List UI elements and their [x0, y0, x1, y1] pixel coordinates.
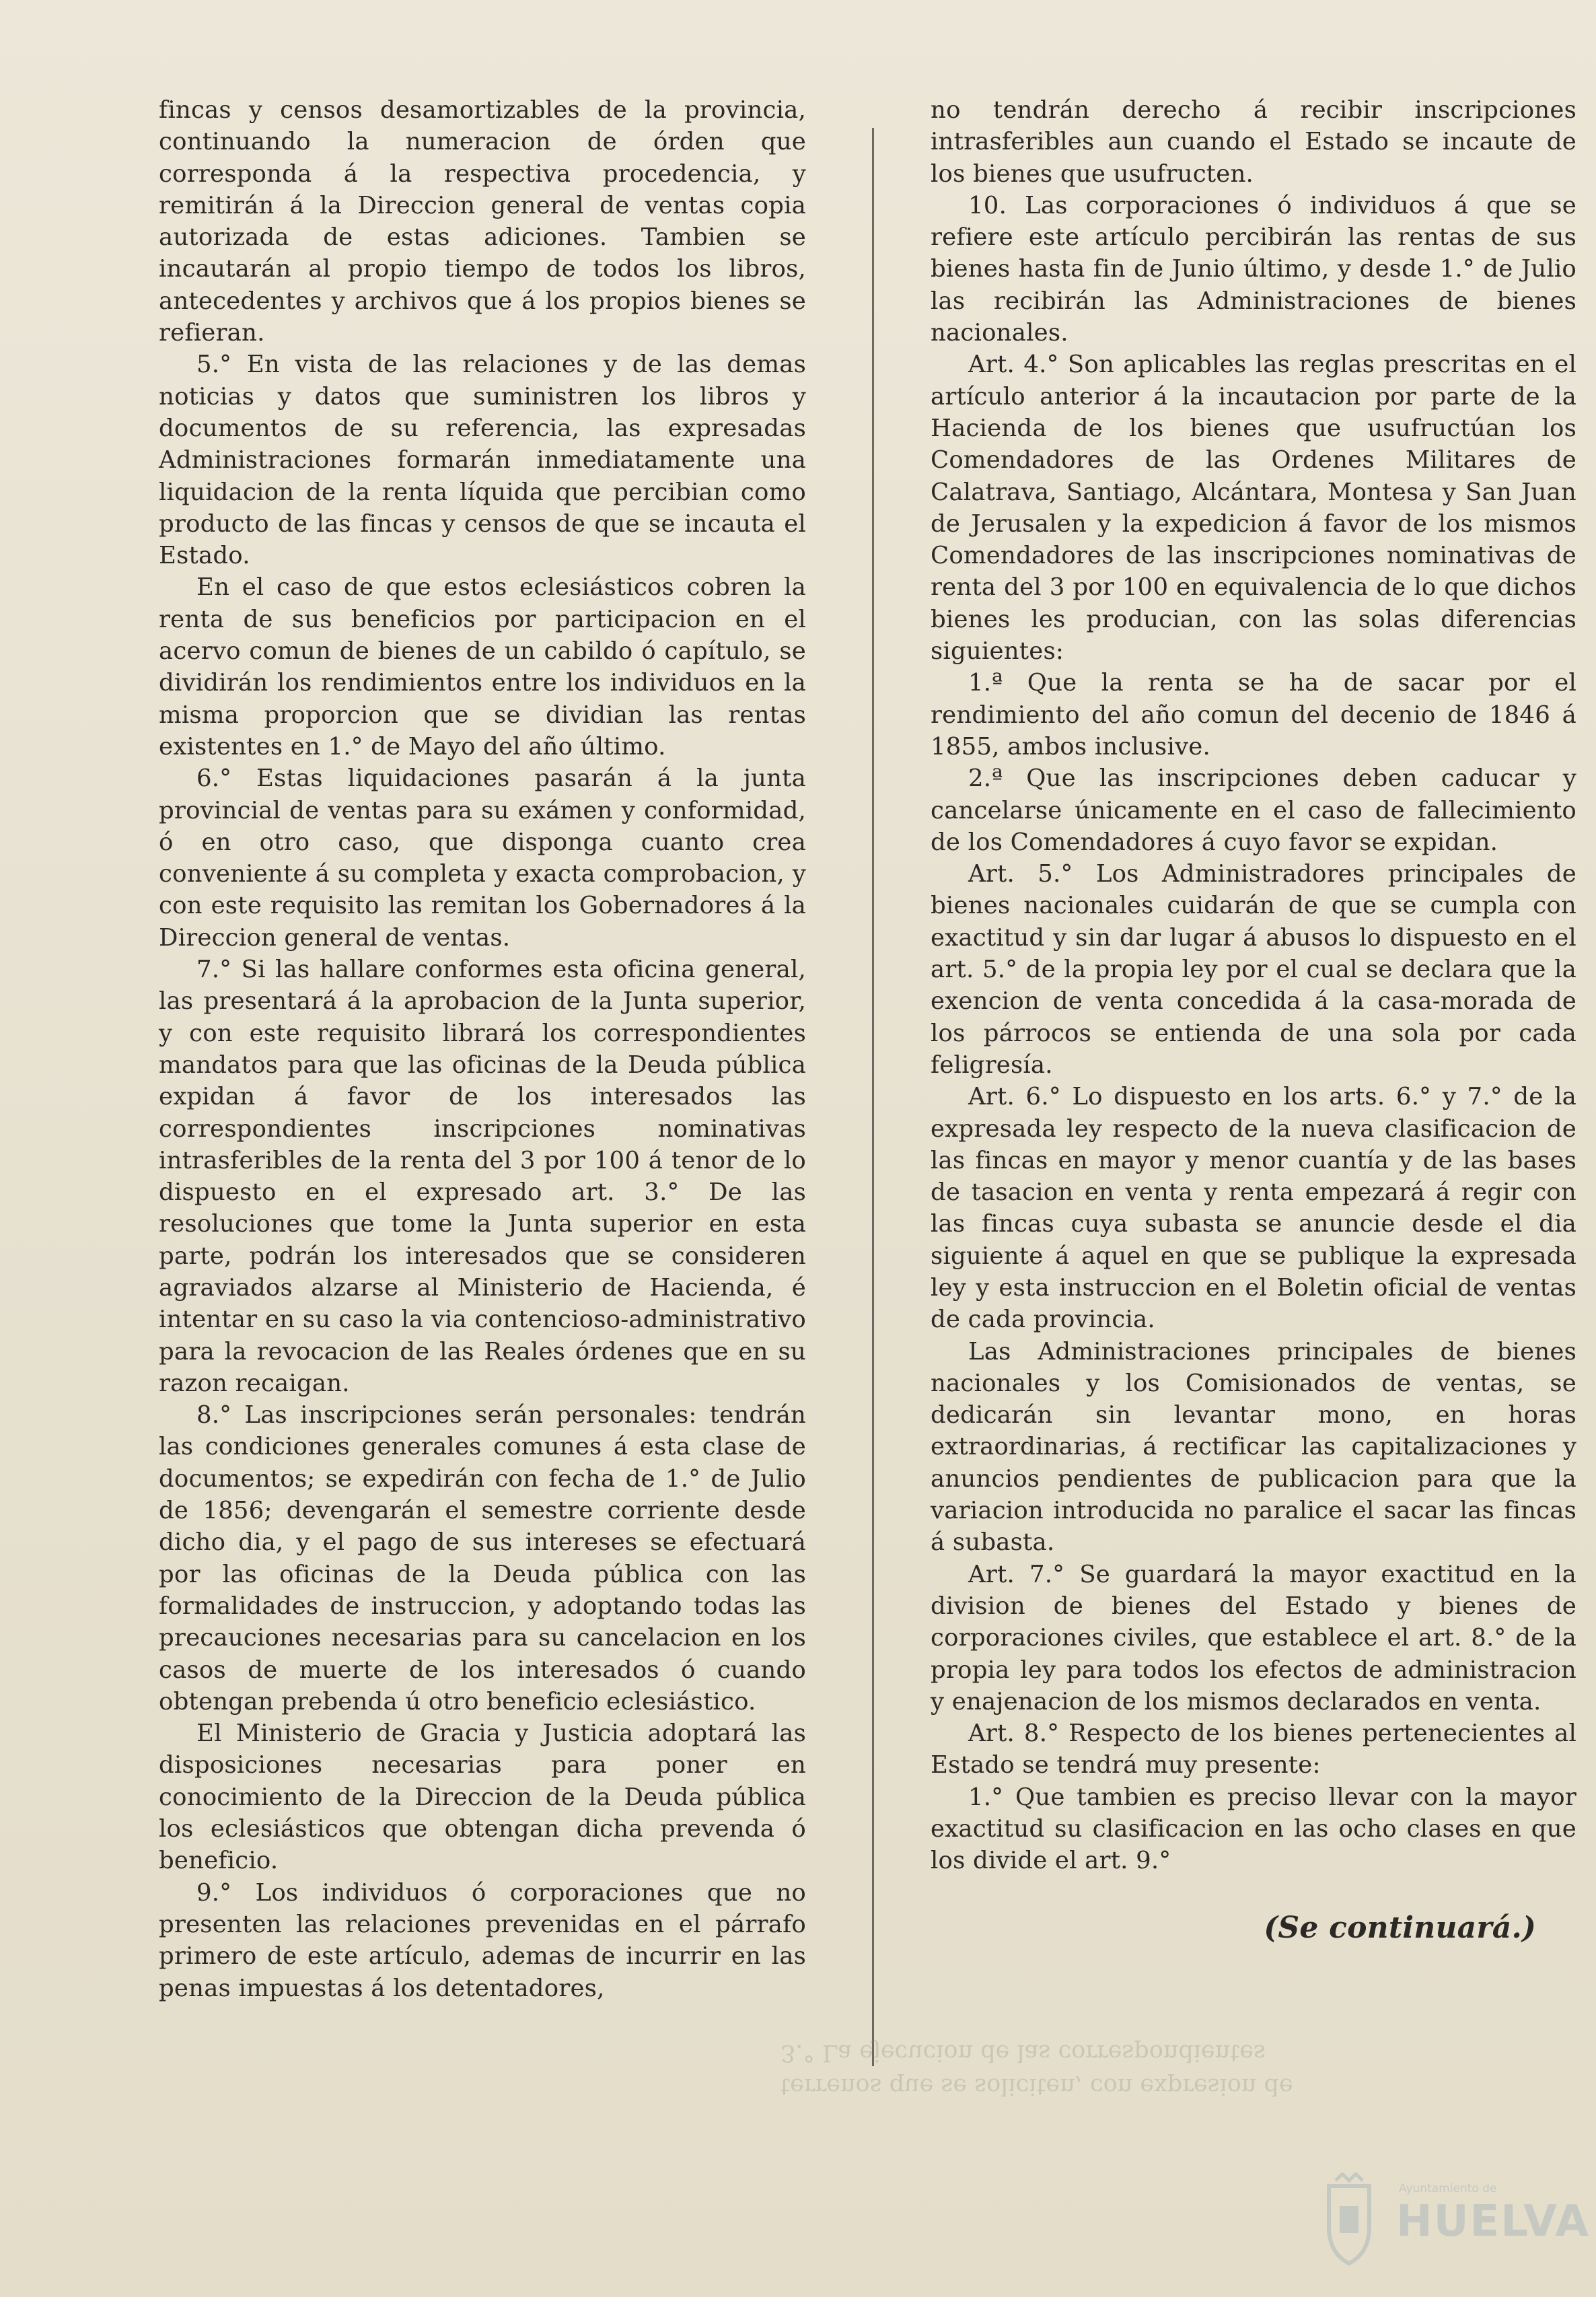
paragraph: 1.ª Que la renta se ha de sacar por el rendimiento del año comun del decenio de 1846 á 1855, ambos inclusive. — [931, 669, 1576, 761]
paragraph: El Ministerio de Gracia y Justicia adoptará las disposiciones necesarias para poner en conocimiento de la Direccion de la Deuda pública los eclesiásticos que obtengan dicha prevenda ó beneficio. — [159, 1720, 806, 1875]
paragraph: Art. 6.° Lo dispuesto en los arts. 6.° y 7.° de la expresada ley respecto de la nueva clasificacion de las fincas en mayor y menor cuantía y de las bases de tasacion en venta y renta empezará á regir con las fincas cuya subasta se anuncie desde el dia siguiente á aquel en que se publique la expresada ley y esta instruccion en el Boletin oficial de ventas de cada provincia. — [931, 1083, 1576, 1334]
paragraph: Art. 7.° Se guardará la mayor exactitud en la division de bienes del Estado y bienes de corporaciones civiles, que establece el art. 8.° de la propia ley para todos los efectos de administracion y enajenacion de los mismos declarados en venta. — [931, 1560, 1576, 1716]
watermark-small-text: Ayuntamiento de — [1399, 2182, 1497, 2195]
paragraph: Las Administraciones principales de bienes nacionales y los Comisionados de ventas, se dedicarán sin levantar mono, en horas extraordinarias, á rectificar las capitalizaciones y anuncios pendientes de publicacion para que la variacion introducida no paralice el sacar las fincas á subasta. — [931, 1337, 1576, 1557]
paragraph: Art. 5.° Los Administradores principales de bienes nacionales cuidarán de que se cumpla con exactitud y sin dar lugar á abusos lo dispuesto en el art. 5.° de la propia ley por el cual se declara que la exencion de venta concedida á la casa-morada de los párrocos se entienda de una sola por cada feligresía. — [931, 860, 1576, 1079]
paragraph: En el caso de que estos eclesiásticos cobren la renta de sus beneficios por participacion en el acervo comun de bienes de un cabildo ó capítulo, se dividirán los rendimientos entre los individuos en la misma proporcion que se dividian las rentas existentes en 1.° de Mayo del año último. — [159, 573, 806, 761]
paragraph: 9.° Los individuos ó corporaciones que no presenten las relaciones prevenidas en el párrafo primero de este artículo, ademas de incurrir en las penas impuestas á los detentadores, — [159, 1878, 806, 2002]
right-column — [931, 94, 1576, 1944]
coat-of-arms-icon — [1315, 2172, 1383, 2267]
paragraph: Art. 8.° Respecto de los bienes pertenecientes al Estado se tendrá muy presente: — [931, 1720, 1576, 1779]
column-divider — [872, 128, 874, 2066]
paragraph: fincas y censos desamortizables de la provincia, continuando la numeracion de órden que corresponda á la respectiva procedencia, y remitirán á la Direccion general de ventas copia autorizada de estas adiciones. Tambien se incautarán al propio tiempo de todos los libros, antecedentes y archivos que á los propios bienes se refieran. — [159, 96, 806, 347]
paragraph: Art. 4.° Son aplicables las reglas prescritas en el artículo anterior á la incautacion por parte de la Hacienda de los bienes que usufructúan los Comendadores de las Ordenes Militares de Calatrava, Santiago, Alcántara, Montesa y San Juan de Jerusalen y la expedicion á favor de los mismos Comendadores de las inscripciones nominativas de renta del 3 por 100 en equivalencia de lo que dichos bienes les producian, con las solas diferencias siguientes: — [931, 351, 1576, 666]
paragraph: 7.° Si las hallare conformes esta oficina general, las presentará á la aprobacion de la Junta superior, y con este requisito librará los correspondientes mandatos para que las oficinas de la Deuda pública expidan á favor de los interesados las correspondientes inscripciones nominativas intrasferibles de la renta del 3 por 100 á tenor de lo dispuesto en el expresado art. 3.° De las resoluciones que tome la Junta superior en esta parte, podrán los interesados que se consideren agraviados alzarse al Ministerio de Hacienda, é intentar en su caso la via contencioso-administrativo para la revocacion de las Reales órdenes que en su razon recaigan. — [159, 956, 806, 1397]
paragraph: 6.° Estas liquidaciones pasarán á la junta provincial de ventas para su exámen y conformidad, ó en otro caso, que disponga cuanto crea conveniente á su completa y exacta comprobacion, y con este requisito las remitan los Gobernadores á la Direccion general de ventas. — [159, 765, 806, 952]
paragraph: 8.° Las inscripciones serán personales: tendrán las condiciones generales comunes á esta clase de documentos; se expedirán con fecha de 1.° de Julio de 1856; devengarán el semestre corriente desde dicho dia, y el pago de sus intereses se efectuará por las oficinas de la Deuda pública con las formalidades de instruccion, y adoptando todas las precauciones necesarias para su cancelacion en los casos de muerte de los interesados ó cuando obtengan prebenda ú otro beneficio eclesiástico. — [159, 1401, 806, 1716]
continued-note: (Se continuará.) — [1264, 1910, 1536, 1945]
bleed-through-line: terrenos que se soliciten, con expresion de — [781, 2073, 1293, 2100]
paragraph: 2.ª Que las inscripciones deben caducar y cancelarse únicamente en el caso de fallecimiento de los Comendadores á cuyo favor se expidan. — [931, 765, 1576, 856]
bleed-through-line: 3.° La ejecucion de las correspondientes — [781, 2039, 1266, 2066]
paragraph: no tendrán derecho á recibir inscripciones intrasferibles aun cuando el Estado se incaute de los bienes que usufructen. — [931, 96, 1576, 188]
left-column — [159, 94, 806, 2004]
watermark-text: HUELVA — [1396, 2197, 1590, 2247]
paragraph: 10. Las corporaciones ó individuos á que se refiere este artículo percibirán las rentas de sus bienes hasta fin de Junio último, y desde 1.° de Julio las recibirán las Administraciones de bienes nacionales. — [931, 191, 1576, 347]
paragraph: 5.° En vista de las relaciones y de las demas noticias y datos que suministren los libros y documentos de su referencia, las expresadas Administraciones formarán inmediatamente una liquidacion de la renta líquida que percibian como producto de las fincas y censos de que se incauta el Estado. — [159, 351, 806, 570]
archive-watermark — [1315, 2167, 1590, 2275]
paragraph: 1.° Que tambien es preciso llevar con la mayor exactitud su clasificacion en las ocho clases en que los divide el art. 9.° — [931, 1783, 1576, 1875]
